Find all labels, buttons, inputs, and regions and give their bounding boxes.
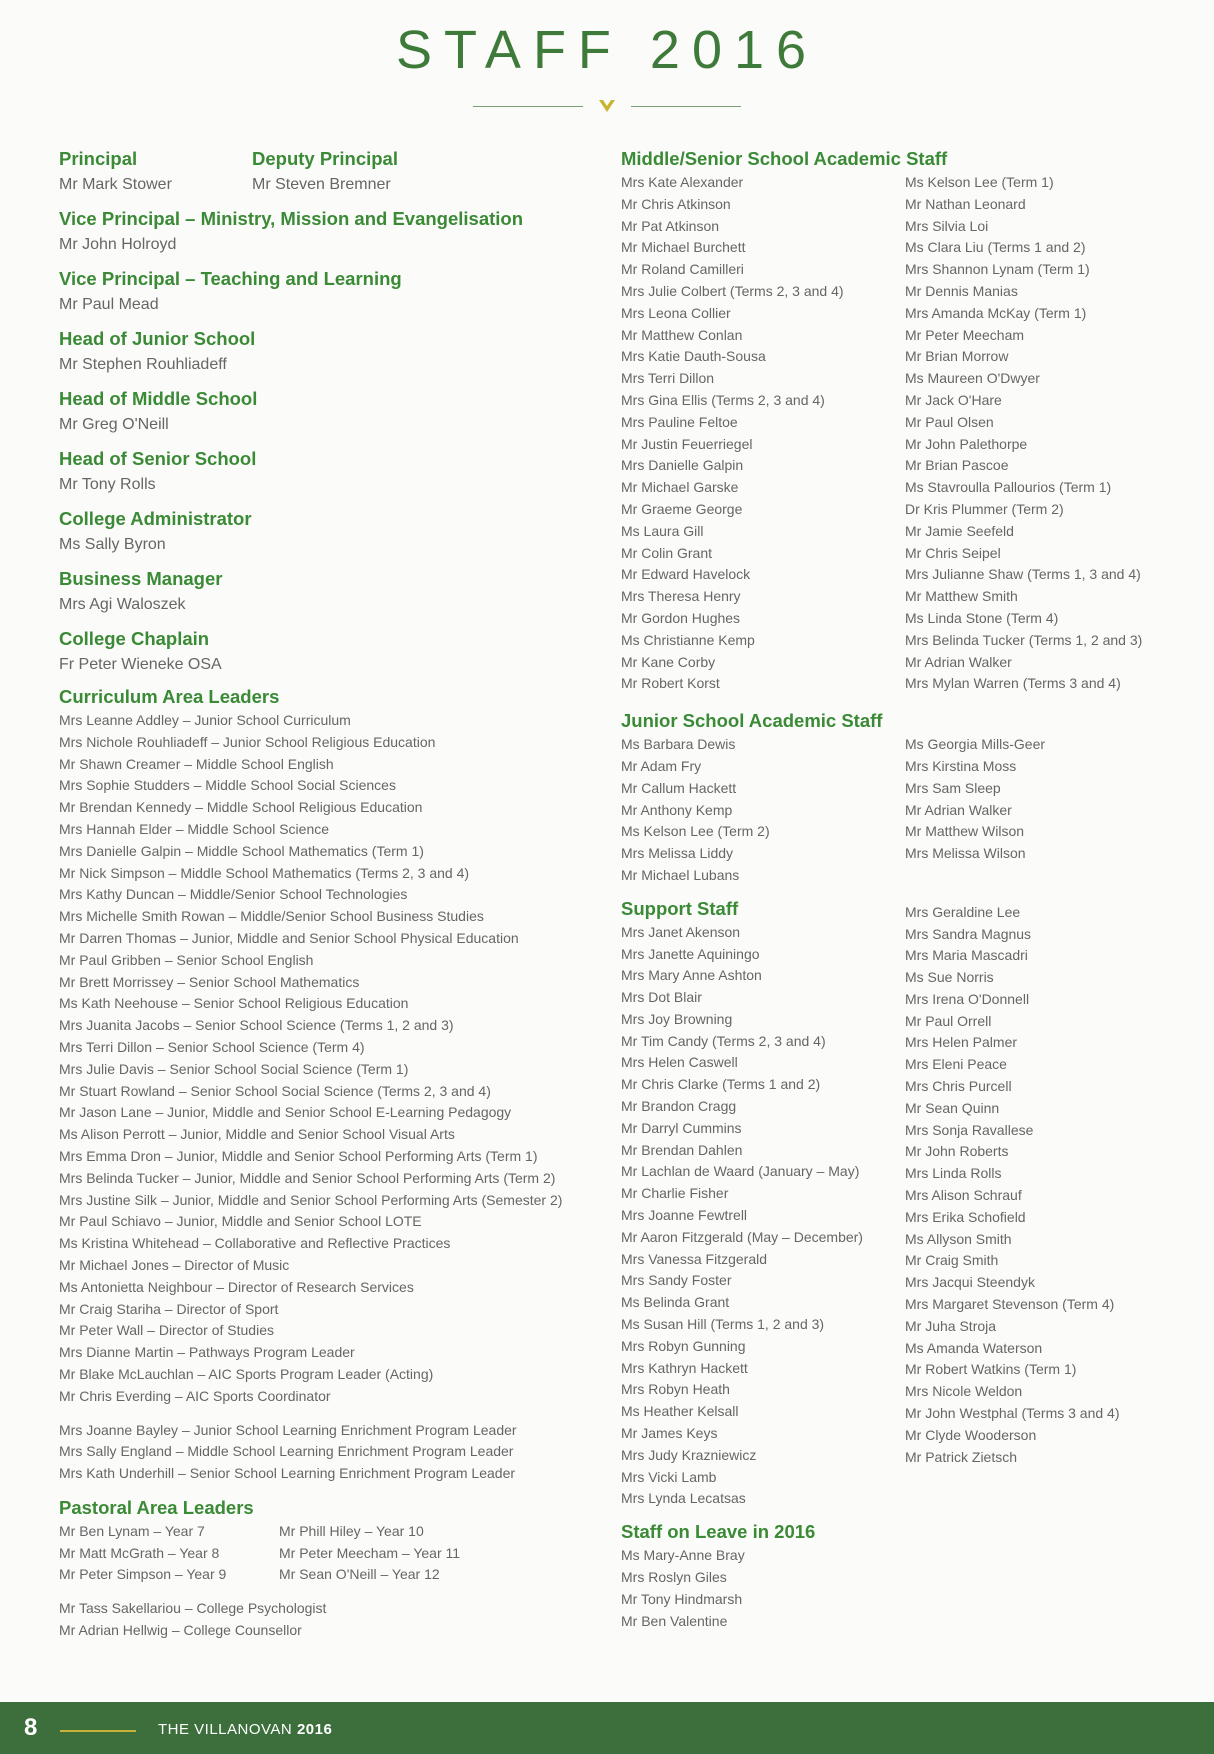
staff-name: Mrs Sonja Ravallese	[905, 1121, 1034, 1138]
pastoral-leader: Mr Sean O'Neill – Year 12	[279, 1566, 440, 1583]
role-block	[59, 266, 619, 317]
staff-name: Mr Brian Pascoe	[905, 457, 1009, 474]
pastoral-staff: Mr Adrian Hellwig – College Counsellor	[59, 1622, 302, 1639]
role-name: Mrs Agi Waloszek	[59, 596, 186, 613]
role-block	[59, 386, 619, 437]
support-section	[621, 896, 1201, 1511]
staff-name: Mr Robert Korst	[621, 675, 720, 692]
curriculum-leader: Mrs Nichole Rouhliadeff – Junior School Religious Education	[59, 733, 436, 750]
staff-name: Mrs Joy Browning	[621, 1010, 733, 1027]
staff-name: Ms Mary-Anne Bray	[621, 1547, 745, 1564]
role-name: Mr Paul Mead	[59, 296, 159, 313]
curriculum-leader: Mrs Kathy Duncan – Middle/Senior School Technologies	[59, 886, 408, 903]
staff-name: Mrs Kirstina Moss	[905, 757, 1017, 774]
curriculum-leader: Ms Antonietta Neighbour – Director of Research Services	[59, 1278, 414, 1295]
curriculum-leader: Mrs Dianne Martin – Pathways Program Leader	[59, 1344, 355, 1361]
junior-section	[621, 708, 1201, 887]
staff-name: Mrs Erika Schofield	[905, 1208, 1026, 1225]
junior-heading: Junior School Academic Staff	[621, 710, 883, 732]
curriculum-leader: Mr Michael Jones – Director of Music	[59, 1256, 290, 1273]
staff-name: Mrs Janette Aquiningo	[621, 945, 760, 962]
role-name: Fr Peter Wieneke OSA	[59, 656, 222, 673]
staff-name: Mr Chris Clarke (Terms 1 and 2)	[621, 1076, 821, 1093]
enrichment-leader: Mrs Kath Underhill – Senior School Learning Enrichment Program Leader	[59, 1465, 516, 1482]
footer-rule	[60, 1730, 136, 1732]
staff-name: Ms Belinda Grant	[621, 1294, 730, 1311]
staff-name: Mrs Vanessa Fitzgerald	[621, 1250, 768, 1267]
staff-name: Mrs Silvia Loi	[905, 217, 989, 234]
leave-heading: Staff on Leave in 2016	[621, 1521, 816, 1543]
page-title: STAFF 2016	[395, 20, 819, 80]
middle-senior-col-1	[621, 172, 905, 695]
staff-name: Mr Adrian Walker	[905, 653, 1012, 670]
junior-col-1	[621, 734, 905, 887]
curriculum-heading: Curriculum Area Leaders	[59, 686, 280, 707]
curriculum-leader: Mrs Justine Silk – Junior, Middle and Senior School Performing Arts (Semester 2)	[59, 1191, 563, 1208]
deputy-heading: Deputy Principal	[252, 148, 398, 169]
curriculum-leader: Mr Brendan Kennedy – Middle School Religious Education	[59, 799, 423, 816]
staff-name: Ms Laura Gill	[621, 522, 704, 539]
curriculum-leader: Mr Paul Schiavo – Junior, Middle and Senior School LOTE	[59, 1213, 422, 1230]
staff-name: Mr John Palethorpe	[905, 435, 1028, 452]
staff-name: Mr Juha Stroja	[905, 1317, 997, 1334]
staff-name: Mr Michael Garske	[621, 479, 739, 496]
role-heading: Vice Principal – Ministry, Mission and Evangelisation	[59, 208, 524, 229]
publication-name: THE VILLANOVAN	[158, 1721, 293, 1738]
role-name: Mr Tony Rolls	[59, 476, 156, 493]
staff-name: Mr Kane Corby	[621, 653, 716, 670]
curriculum-leader: Mrs Hannah Elder – Middle School Science	[59, 820, 330, 837]
staff-name: Mr Darryl Cummins	[621, 1119, 742, 1136]
staff-name: Ms Stavroulla Pallourios (Term 1)	[905, 479, 1112, 496]
staff-name: Ms Maureen O'Dwyer	[905, 370, 1040, 387]
staff-name: Mr Paul Olsen	[905, 413, 994, 430]
staff-name: Mrs Melissa Wilson	[905, 845, 1026, 862]
staff-name: Mrs Margaret Stevenson (Term 4)	[905, 1296, 1115, 1313]
support-col-1	[621, 922, 905, 1511]
curriculum-leader: Mr Peter Wall – Director of Studies	[59, 1322, 274, 1339]
role-heading: Vice Principal – Teaching and Learning	[59, 268, 402, 289]
role-heading: College Administrator	[59, 508, 252, 529]
role-heading: Head of Senior School	[59, 448, 257, 469]
middle-senior-heading: Middle/Senior School Academic Staff	[621, 148, 948, 169]
staff-name: Mrs Theresa Henry	[621, 588, 741, 605]
middle-senior-col-2	[905, 172, 1195, 695]
staff-name: Mrs Roslyn Giles	[621, 1569, 727, 1586]
title-ornament	[0, 96, 1214, 116]
role-heading: College Chaplain	[59, 628, 210, 649]
role-name: Mr Greg O'Neill	[59, 416, 169, 433]
staff-name: Ms Kelson Lee (Term 2)	[621, 823, 770, 840]
curriculum-section	[59, 684, 619, 1485]
staff-name: Mr Michael Lubans	[621, 866, 740, 883]
staff-name: Mr Gordon Hughes	[621, 609, 741, 626]
staff-name: Mr Matthew Smith	[905, 588, 1018, 605]
roles-list	[59, 206, 619, 677]
staff-name: Mr Brendan Dahlen	[621, 1141, 743, 1158]
role-block	[59, 566, 619, 617]
staff-name: Mrs Julianne Shaw (Terms 1, 3 and 4)	[905, 566, 1141, 583]
role-block	[59, 626, 619, 677]
curriculum-leader: Ms Alison Perrott – Junior, Middle and Senior School Visual Arts	[59, 1126, 455, 1143]
staff-name: Mrs Katie Dauth-Sousa	[621, 348, 766, 365]
staff-name: Mr John Westphal (Terms 3 and 4)	[905, 1405, 1120, 1422]
staff-name: Mrs Shannon Lynam (Term 1)	[905, 261, 1090, 278]
staff-name: Mr Adam Fry	[621, 757, 702, 774]
staff-name: Mr Colin Grant	[621, 544, 713, 561]
right-column	[621, 146, 1201, 1641]
role-heading: Business Manager	[59, 568, 223, 589]
staff-name: Mrs Gina Ellis (Terms 2, 3 and 4)	[621, 391, 825, 408]
enrichment-list	[59, 1420, 619, 1485]
curriculum-leader: Mrs Juanita Jacobs – Senior School Science (Terms 1, 2 and 3)	[59, 1017, 454, 1034]
staff-name: Mrs Kathryn Hackett	[621, 1359, 748, 1376]
staff-name: Mr Charlie Fisher	[621, 1185, 729, 1202]
page-number: 8	[24, 1714, 38, 1741]
pastoral-staff: Mr Tass Sakellariou – College Psychologist	[59, 1600, 327, 1617]
pastoral-leader: Mr Peter Meecham – Year 11	[279, 1544, 461, 1561]
role-block	[59, 326, 619, 377]
staff-name: Mr Roland Camilleri	[621, 261, 744, 278]
support-heading: Support Staff	[621, 897, 739, 919]
staff-name: Mr Brian Morrow	[905, 348, 1009, 365]
leave-section	[621, 1519, 1201, 1632]
curriculum-leader: Mrs Leanne Addley – Junior School Curriculum	[59, 712, 351, 728]
role-name: Ms Sally Byron	[59, 536, 166, 553]
staff-name: Mr John Roberts	[905, 1143, 1009, 1160]
staff-name: Mrs Geraldine Lee	[905, 903, 1021, 920]
curriculum-list	[59, 710, 619, 1408]
curriculum-leader: Mr Craig Stariha – Director of Sport	[59, 1300, 279, 1317]
curriculum-leader: Mr Nick Simpson – Middle School Mathematics (Terms 2, 3 and 4)	[59, 864, 470, 881]
pastoral-leader: Mr Ben Lynam – Year 7	[59, 1522, 205, 1539]
curriculum-leader: Mr Chris Everding – AIC Sports Coordinator	[59, 1387, 331, 1404]
pastoral-leader: Mr Peter Simpson – Year 9	[59, 1566, 227, 1583]
curriculum-leader: Mrs Julie Davis – Senior School Social Science (Term 1)	[59, 1060, 409, 1077]
staff-name: Mrs Pauline Feltoe	[621, 413, 738, 430]
staff-name: Mrs Janet Akenson	[621, 923, 741, 940]
curriculum-leader: Mr Jason Lane – Junior, Middle and Senior School E-Learning Pedagogy	[59, 1104, 512, 1121]
staff-name: Mrs Sandra Magnus	[905, 925, 1032, 942]
staff-name: Mr Adrian Walker	[905, 801, 1012, 818]
staff-name: Mr Jamie Seefeld	[905, 522, 1014, 539]
principal-heading: Principal	[59, 148, 138, 169]
staff-name: Mr Chris Seipel	[905, 544, 1001, 561]
staff-name: Mr Patrick Zietsch	[905, 1448, 1018, 1465]
staff-name: Mrs Dot Blair	[621, 989, 702, 1006]
staff-name: Mrs Danielle Galpin	[621, 457, 744, 474]
staff-name: Mr Edward Havelock	[621, 566, 751, 583]
curriculum-leader: Mr Stuart Rowland – Senior School Social Science (Terms 2, 3 and 4)	[59, 1082, 491, 1099]
staff-name: Ms Linda Stone (Term 4)	[905, 609, 1059, 626]
left-column	[59, 146, 619, 1651]
staff-name: Mr Matthew Wilson	[905, 823, 1025, 840]
staff-name: Ms Kelson Lee (Term 1)	[905, 174, 1054, 190]
staff-name: Mr Michael Burchett	[621, 239, 746, 256]
staff-name: Mrs Melissa Liddy	[621, 845, 734, 862]
pastoral-leader: Mr Phill Hiley – Year 10	[279, 1522, 424, 1539]
staff-name: Mr Anthony Kemp	[621, 801, 733, 818]
principal-name: Mr Mark Stower	[59, 176, 172, 193]
role-name: Mr John Holroyd	[59, 236, 177, 253]
staff-name: Ms Georgia Mills-Geer	[905, 736, 1046, 753]
pastoral-extra-list	[59, 1598, 619, 1642]
curriculum-leader: Mrs Danielle Galpin – Middle School Mathematics (Term 1)	[59, 842, 424, 859]
staff-name: Mrs Jacqui Steendyk	[905, 1274, 1035, 1291]
role-name: Mr Stephen Rouhliadeff	[59, 356, 227, 373]
staff-name: Mrs Julie Colbert (Terms 2, 3 and 4)	[621, 282, 844, 299]
footer-publication	[158, 1719, 332, 1741]
staff-name: Mrs Judy Krazniewicz	[621, 1446, 757, 1463]
curriculum-leader: Ms Kristina Whitehead – Collaborative and Reflective Practices	[59, 1235, 451, 1252]
staff-name: Mrs Vicki Lamb	[621, 1468, 717, 1485]
enrichment-leader: Mrs Sally England – Middle School Learning Enrichment Program Leader	[59, 1443, 514, 1460]
curriculum-leader: Mrs Emma Dron – Junior, Middle and Senior School Performing Arts (Term 1)	[59, 1147, 538, 1164]
staff-name: Mr Chris Atkinson	[621, 195, 731, 212]
staff-name: Mr Sean Quinn	[905, 1099, 1000, 1116]
staff-name: Mrs Mary Anne Ashton	[621, 967, 762, 984]
staff-name: Mr Jack O'Hare	[905, 391, 1002, 408]
pastoral-leader: Mr Matt McGrath – Year 8	[59, 1544, 220, 1561]
staff-name: Mr Justin Feuerriegel	[621, 435, 753, 452]
role-heading: Head of Junior School	[59, 328, 256, 349]
staff-name: Mrs Mylan Warren (Terms 3 and 4)	[905, 675, 1121, 692]
principal-section	[59, 146, 619, 197]
role-block	[59, 206, 619, 257]
staff-name: Ms Sue Norris	[905, 969, 994, 986]
curriculum-leader: Mrs Sophie Studders – Middle School Social Sciences	[59, 777, 396, 794]
curriculum-leader: Mrs Michelle Smith Rowan – Middle/Senior School Business Studies	[59, 908, 484, 925]
staff-name: Mr Clyde Wooderson	[905, 1426, 1037, 1443]
staff-name: Ms Clara Liu (Terms 1 and 2)	[905, 239, 1086, 256]
role-heading: Head of Middle School	[59, 388, 258, 409]
staff-name: Mrs Robyn Heath	[621, 1381, 730, 1398]
pastoral-col-2	[279, 1521, 460, 1586]
staff-name: Mr Craig Smith	[905, 1252, 999, 1269]
staff-name: Mr Tim Candy (Terms 2, 3 and 4)	[621, 1032, 826, 1049]
pastoral-col-1	[59, 1521, 279, 1586]
curriculum-leader: Ms Kath Neehouse – Senior School Religious Education	[59, 995, 409, 1012]
staff-name: Mrs Irena O'Donnell	[905, 990, 1030, 1007]
curriculum-leader: Mr Shawn Creamer – Middle School English	[59, 755, 334, 772]
staff-name: Ms Barbara Dewis	[621, 736, 736, 753]
staff-name: Mr Brandon Cragg	[621, 1098, 737, 1115]
staff-name: Mrs Sandy Foster	[621, 1272, 732, 1289]
staff-name: Mr Nathan Leonard	[905, 195, 1026, 212]
staff-name: Ms Allyson Smith	[905, 1230, 1012, 1247]
staff-name: Mrs Alison Schrauf	[905, 1187, 1022, 1204]
staff-name: Mr Callum Hackett	[621, 779, 737, 796]
staff-name: Mrs Helen Palmer	[905, 1034, 1018, 1051]
staff-name: Mr Pat Atkinson	[621, 217, 720, 234]
staff-name: Mr Aaron Fitzgerald (May – December)	[621, 1228, 863, 1245]
publication-year: 2016	[296, 1721, 333, 1738]
staff-name: Mr Dennis Manias	[905, 282, 1018, 299]
middle-senior-section	[621, 146, 1201, 695]
staff-name: Mrs Robyn Gunning	[621, 1337, 746, 1354]
enrichment-leader: Mrs Joanne Bayley – Junior School Learning Enrichment Program Leader	[59, 1421, 517, 1438]
staff-name: Mrs Nicole Weldon	[905, 1383, 1023, 1400]
deputy-name: Mr Steven Bremner	[252, 176, 391, 193]
staff-name: Mrs Kate Alexander	[621, 174, 744, 190]
v-emblem-icon	[597, 98, 617, 114]
staff-name: Ms Amanda Waterson	[905, 1339, 1043, 1356]
junior-col-2	[905, 734, 1195, 887]
staff-name: Mr Tony Hindmarsh	[621, 1590, 743, 1607]
staff-name: Mr Matthew Conlan	[621, 326, 743, 343]
curriculum-leader: Mr Paul Gribben – Senior School English	[59, 951, 314, 968]
staff-name: Mrs Joanne Fewtrell	[621, 1207, 748, 1224]
staff-name: Mrs Sam Sleep	[905, 779, 1001, 796]
curriculum-leader: Mrs Belinda Tucker – Junior, Middle and Senior School Performing Arts (Term 2)	[59, 1169, 556, 1186]
curriculum-leader: Mr Blake McLauchlan – AIC Sports Program Leader (Acting)	[59, 1365, 434, 1382]
staff-name: Mrs Linda Rolls	[905, 1165, 1002, 1182]
staff-name: Mrs Terri Dillon	[621, 370, 715, 387]
staff-name: Mrs Leona Collier	[621, 304, 731, 321]
staff-name: Dr Kris Plummer (Term 2)	[905, 500, 1064, 517]
staff-name: Mrs Maria Mascadri	[905, 947, 1028, 964]
staff-name: Mr Robert Watkins (Term 1)	[905, 1361, 1077, 1378]
curriculum-leader: Mr Darren Thomas – Junior, Middle and Senior School Physical Education	[59, 929, 519, 946]
staff-name: Mr Peter Meecham	[905, 326, 1025, 343]
staff-name: Mr Lachlan de Waard (January – May)	[621, 1163, 860, 1180]
staff-name: Ms Susan Hill (Terms 1, 2 and 3)	[621, 1316, 825, 1333]
staff-name: Mrs Lynda Lecatsas	[621, 1490, 746, 1507]
role-block	[59, 506, 619, 557]
curriculum-leader: Mr Brett Morrissey – Senior School Mathematics	[59, 973, 360, 990]
ornament-line-right	[631, 106, 741, 107]
staff-name: Ms Christianne Kemp	[621, 631, 755, 648]
staff-name: Mrs Belinda Tucker (Terms 1, 2 and 3)	[905, 631, 1143, 648]
staff-name: Mrs Helen Caswell	[621, 1054, 738, 1071]
staff-name: Mrs Eleni Peace	[905, 1056, 1007, 1073]
staff-name: Mr Paul Orrell	[905, 1012, 992, 1029]
leave-list	[621, 1545, 1201, 1632]
staff-name: Mr Graeme George	[621, 500, 743, 517]
role-block	[59, 446, 619, 497]
pastoral-section	[59, 1495, 619, 1642]
staff-name: Mrs Chris Purcell	[905, 1078, 1012, 1095]
staff-name: Mr Ben Valentine	[621, 1612, 728, 1629]
staff-name: Ms Heather Kelsall	[621, 1403, 739, 1420]
curriculum-leader: Mrs Terri Dillon – Senior School Science (Term 4)	[59, 1038, 365, 1055]
support-col-2	[905, 902, 1195, 1469]
ornament-line-left	[473, 106, 583, 107]
staff-name: Mr James Keys	[621, 1425, 718, 1442]
pastoral-heading: Pastoral Area Leaders	[59, 1496, 254, 1518]
staff-name: Mrs Amanda McKay (Term 1)	[905, 304, 1087, 321]
